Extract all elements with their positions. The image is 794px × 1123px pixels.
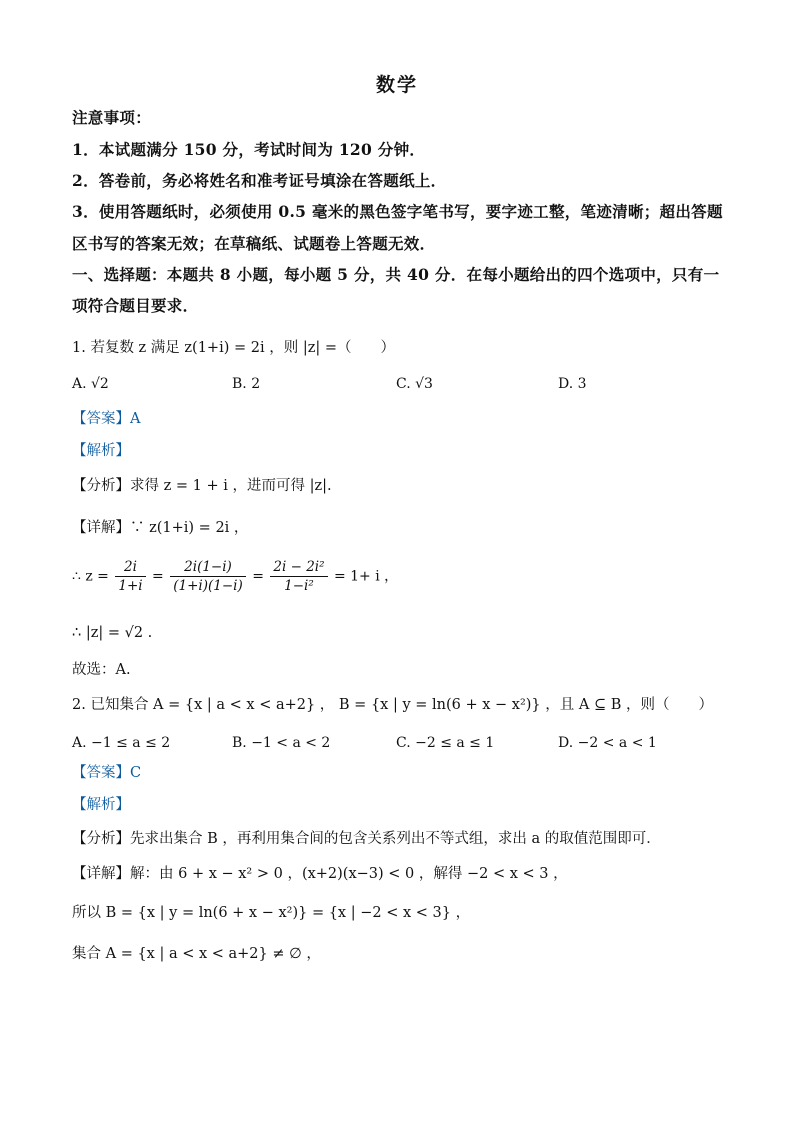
fraction-1	[115, 558, 145, 595]
q2-set-b: 所以 B = {x | y = ln(6 + x − x²)} = {x | −2 < x < 3} ，	[72, 905, 471, 921]
q1-option-b: B. 2	[232, 376, 261, 392]
notice-item-2: 2．答卷前，务必将姓名和准考证号填涂在答题纸上．	[72, 171, 447, 190]
q2-option-d: D. −2 < a < 1	[558, 735, 657, 751]
q2-option-c: C. −2 ≤ a ≤ 1	[396, 735, 495, 751]
q2-option-a: A. −1 ≤ a ≤ 2	[72, 735, 171, 751]
q1-abs-result: ∴ |z| = √2 .	[72, 625, 153, 641]
equals-sign: =	[252, 568, 264, 585]
q1-fenxi: 【分析】求得 z = 1 + i ，进而可得 |z|.	[72, 478, 332, 494]
q1-option-c: C. √3	[396, 376, 433, 392]
fraction-1-denominator: 1+i	[118, 578, 143, 594]
q1-derivation	[72, 558, 398, 595]
q2-answer: 【答案】C	[72, 765, 142, 781]
fraction-3	[270, 558, 327, 595]
fraction-2	[170, 558, 246, 595]
notice-item-3: 3．使用答题纸时，必须使用 0.5 毫米的黑色签字笔书写，要字迹工整，笔迹清晰；超出答题	[72, 202, 723, 221]
derivation-prefix: ∴ z =	[72, 568, 109, 585]
q2-option-b: B. −1 < a < 2	[232, 735, 331, 751]
section-heading: 一、选择题：本题共 8 小题，每小题 5 分，共 40 分．在每小题给出的四个选项中，只有一	[72, 265, 720, 284]
q1-choose: 故选：A.	[72, 662, 131, 678]
q1-xiangjie: 【详解】∵ z(1+i) = 2i ，	[72, 520, 249, 536]
q2-fenxi: 【分析】先求出集合 B ，再利用集合间的包含关系列出不等式组，求出 a 的取值范围即可．	[72, 831, 661, 847]
equals-sign: =	[152, 568, 164, 585]
page-title: 数学	[375, 74, 418, 96]
notice-heading: 注意事项：	[72, 108, 152, 127]
derivation-suffix: = 1+ i ，	[333, 568, 399, 585]
q2-stem: 2. 已知集合 A = {x | a < x < a+2} ， B = {x | y = ln(6 + x − x²)} ，且 A ⊆ B ，则（ ）	[72, 697, 713, 713]
notice-item-3-cont: 区书写的答案无效；在草稿纸、试题卷上答题无效．	[72, 234, 436, 253]
q1-answer: 【答案】A	[72, 411, 141, 427]
q1-option-a: A. √2	[72, 376, 109, 392]
q1-option-d: D. 3	[558, 376, 587, 392]
fraction-2-denominator: (1+i)(1−i)	[173, 578, 243, 594]
notice-item-1: 1．本试题满分 150 分，考试时间为 120 分钟．	[72, 140, 426, 159]
fraction-2-numerator: 2i(1−i)	[170, 558, 246, 577]
q2-xiangjie: 【详解】解：由 6 + x − x² > 0 ，(x+2)(x−3) < 0 ，解得 −2 < x < 3 ，	[72, 866, 568, 882]
q2-set-a: 集合 A = {x | a < x < a+2} ≠ ∅ ，	[72, 946, 321, 962]
section-heading-cont: 项符合题目要求．	[72, 296, 199, 315]
fraction-3-numerator: 2i − 2i²	[270, 558, 327, 577]
q2-analysis-tag: 【解析】	[72, 797, 130, 813]
fraction-1-numerator: 2i	[115, 558, 145, 577]
fraction-3-denominator: 1−i²	[284, 578, 314, 594]
q1-stem: 1. 若复数 z 满足 z(1+i) = 2i ，则 |z| =（ ）	[72, 340, 395, 356]
q1-analysis-tag: 【解析】	[72, 443, 130, 459]
